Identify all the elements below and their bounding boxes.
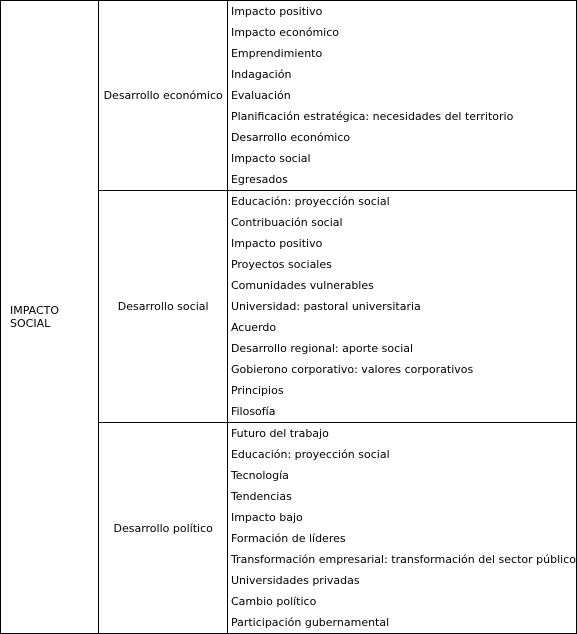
list-item: Tendencias	[230, 490, 292, 503]
list-item: Impacto social	[230, 152, 311, 165]
list-item: Contribuación social	[230, 216, 343, 229]
group-items-social	[227, 191, 576, 423]
list-item: Tecnología	[230, 469, 289, 482]
list-item: Futuro del trabajo	[230, 427, 329, 440]
list-item: Impacto bajo	[230, 511, 303, 524]
group-items-politico	[227, 423, 576, 634]
list-item: Emprendimiento	[230, 47, 323, 60]
list-item: Egresados	[230, 173, 288, 186]
group-label-politico: Desarrollo político	[99, 423, 228, 634]
list-item: Educación: proyección social	[230, 195, 390, 208]
category-cell: IMPACTO SOCIAL	[1, 1, 99, 634]
list-item: Filosofía	[230, 405, 276, 418]
list-item: Formación de líderes	[230, 532, 346, 545]
list-item: Gobierono corporativo: valores corporativos	[230, 363, 474, 376]
group-label-economico: Desarrollo económico	[99, 1, 228, 191]
list-item: Impacto económico	[230, 26, 340, 39]
list-item: Universidades privadas	[230, 574, 360, 587]
list-item: Acuerdo	[230, 321, 277, 334]
list-item: Transformación empresarial: transformación del sector público	[230, 553, 576, 566]
list-item: Impacto positivo	[230, 237, 323, 250]
list-item: Indagación	[230, 68, 292, 81]
list-item: Evaluación	[230, 89, 291, 102]
list-item: Cambio político	[230, 595, 317, 608]
list-item: Planificación estratégica: necesidades del territorio	[230, 110, 514, 123]
list-item: Impacto positivo	[230, 5, 323, 18]
group-items-economico	[227, 1, 576, 191]
group-label-social: Desarrollo social	[99, 191, 228, 423]
list-item: Comunidades vulnerables	[230, 279, 374, 292]
list-item: Desarrollo regional: aporte social	[230, 342, 414, 355]
list-item: Principios	[230, 384, 284, 397]
list-item: Desarrollo económico	[230, 131, 351, 144]
list-item: Proyectos sociales	[230, 258, 332, 271]
list-item: Universidad: pastoral universitaria	[230, 300, 421, 313]
table-row	[1, 1, 577, 191]
list-item: Educación: proyección social	[230, 448, 390, 461]
list-item: Participación gubernamental	[230, 616, 390, 629]
